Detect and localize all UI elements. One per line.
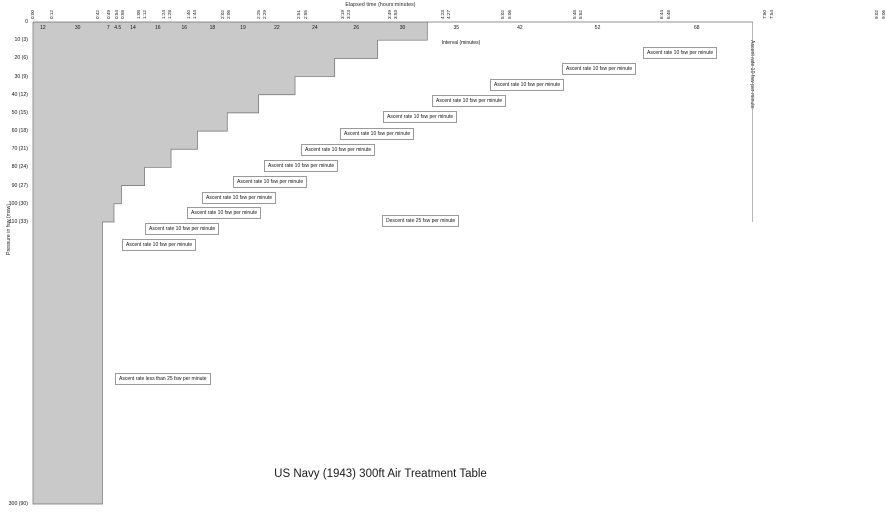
profile-area-svg (33, 22, 753, 508)
stop-duration-label: 22 (274, 25, 280, 31)
y-tick-label: 100 (30) (8, 200, 28, 207)
y-tick-label: 40 (12) (11, 91, 28, 98)
x-tick-label: 4:23 (439, 10, 445, 19)
x-tick-label: 0:49 (106, 10, 112, 19)
y-tick-label: 50 (15) (11, 109, 28, 116)
rate-annotation: Descent rate 25 fsw per minute (382, 215, 459, 227)
y-axis-tick-labels (0, 0, 33, 512)
rate-annotation: Ascent rate 10 fsw per minute (264, 160, 338, 172)
x-tick-label: 6:48 (665, 10, 671, 19)
stop-duration-label: 16 (181, 25, 188, 31)
stop-duration-label: 19 (240, 25, 246, 31)
rate-annotation: Ascent rate 10 fsw per minute (233, 176, 307, 188)
stop-duration-label: 30 (399, 25, 406, 31)
stop-duration-label: 52 (594, 25, 601, 31)
x-tick-label: 5:48 (572, 10, 578, 19)
stop-duration-label: 35 (453, 25, 460, 31)
x-tick-label: 4:27 (445, 10, 451, 19)
rate-annotation: Ascent rate 10 fsw per minute (145, 223, 219, 235)
stop-duration-label: 16 (155, 25, 161, 31)
rate-annotation: Ascent rate 10 fsw per minute (122, 239, 196, 251)
y-tick-label: 300 (90) (8, 501, 28, 507)
x-tick-label: 0:54 (113, 10, 119, 19)
x-tick-label: 2:55 (302, 10, 308, 19)
x-tick-label: 0:12 (48, 10, 54, 19)
y-axis-title: Pressure in fsw (msw) (6, 203, 12, 255)
stop-duration-label: 30 (74, 25, 81, 31)
x-tick-label: 1:08 (135, 10, 141, 19)
stop-duration-label: 7 (106, 25, 110, 31)
x-tick-label: 7:54 (768, 10, 774, 19)
x-tick-label: 3:49 (386, 10, 392, 19)
x-tick-label: 7:50 (762, 10, 768, 19)
x-tick-label: 2:06 (226, 10, 232, 19)
x-tick-label: 1:24 (160, 10, 166, 19)
y-tick-label: 10 (3) (14, 37, 28, 44)
rate-annotation: Ascent rate 10 fsw per minute (643, 47, 717, 59)
y-tick-label: 80 (24) (11, 164, 28, 171)
stop-duration-label: 12 (40, 25, 46, 31)
x-tick-label: 3:23 (346, 10, 352, 19)
y2-axis-title: Ascent rate 10 fsw per minute (749, 40, 755, 109)
y-tick-label: 20 (6) (14, 55, 28, 62)
stop-duration-label: 42 (517, 25, 523, 31)
stop-duration-label: 18 (209, 25, 216, 31)
y-tick-label: 60 (18) (11, 128, 28, 135)
rate-annotation: Ascent rate 10 fsw per minute (187, 207, 261, 219)
rate-annotation: Ascent rate less than 25 fsw per minute (115, 373, 211, 385)
x-tick-label: 1:40 (185, 10, 191, 19)
stop-duration-label: 14 (130, 25, 136, 31)
x-tick-label: 2:51 (296, 10, 302, 19)
y-tick-label: 90 (27) (11, 182, 28, 189)
x-tick-label: 0:42 (95, 10, 101, 19)
x-tick-label: 3:53 (392, 10, 398, 19)
stop-duration-label: 26 (353, 25, 359, 31)
y-tick-label: 110 (33) (9, 219, 28, 225)
plot-area (33, 22, 753, 508)
x-tick-label: 2:02 (219, 10, 225, 19)
x-tick-label: 3:19 (339, 10, 345, 19)
x-axis-title: Elapsed time (hours:minutes) (345, 2, 416, 8)
x-tick-label: 1:12 (142, 10, 147, 19)
stop-duration-label: 68 (694, 25, 700, 31)
y-tick-label: 30 (9) (14, 73, 28, 80)
x-tick-label: 2:29 (262, 10, 267, 19)
x-tick-label: 5:52 (578, 10, 584, 19)
x-tick-label: 1:44 (191, 10, 197, 19)
stop-duration-label: 4.5 (114, 25, 122, 31)
rate-annotation: Ascent rate 10 fsw per minute (301, 144, 375, 156)
x-tick-label: 5:02 (500, 10, 506, 19)
rate-annotation: Ascent rate 10 fsw per minute (562, 63, 636, 75)
x-tick-label: 0:00 (29, 10, 35, 19)
stop-duration-label: 24 (312, 25, 318, 31)
x-tick-label: 9:06 (880, 10, 886, 19)
y-tick-label: 70 (21) (11, 146, 28, 153)
x-tick-label: 1:28 (166, 10, 172, 19)
x-tick-label: 5:06 (506, 10, 512, 19)
y-tick-label: 0 (25, 19, 28, 25)
x-tick-label: 0:58 (120, 10, 126, 19)
rate-annotation: Ascent rate 10 fsw per minute (490, 79, 564, 91)
rate-annotation: Ascent rate 10 fsw per minute (432, 95, 506, 107)
x-tick-label: 9:02 (874, 10, 880, 19)
rate-annotation: Ascent rate 10 fsw per minute (383, 111, 457, 123)
dive-profile-area (33, 22, 753, 504)
x-tick-label: 6:44 (659, 10, 665, 19)
x-tick-label: 2:25 (255, 10, 261, 19)
rate-annotation: Ascent rate 10 fsw per minute (202, 192, 276, 204)
interval-caption: Interval (minutes) (441, 40, 481, 46)
chart-title: US Navy (1943) 300ft Air Treatment Table (274, 468, 487, 480)
rate-annotation: Ascent rate 10 fsw per minute (340, 128, 414, 140)
